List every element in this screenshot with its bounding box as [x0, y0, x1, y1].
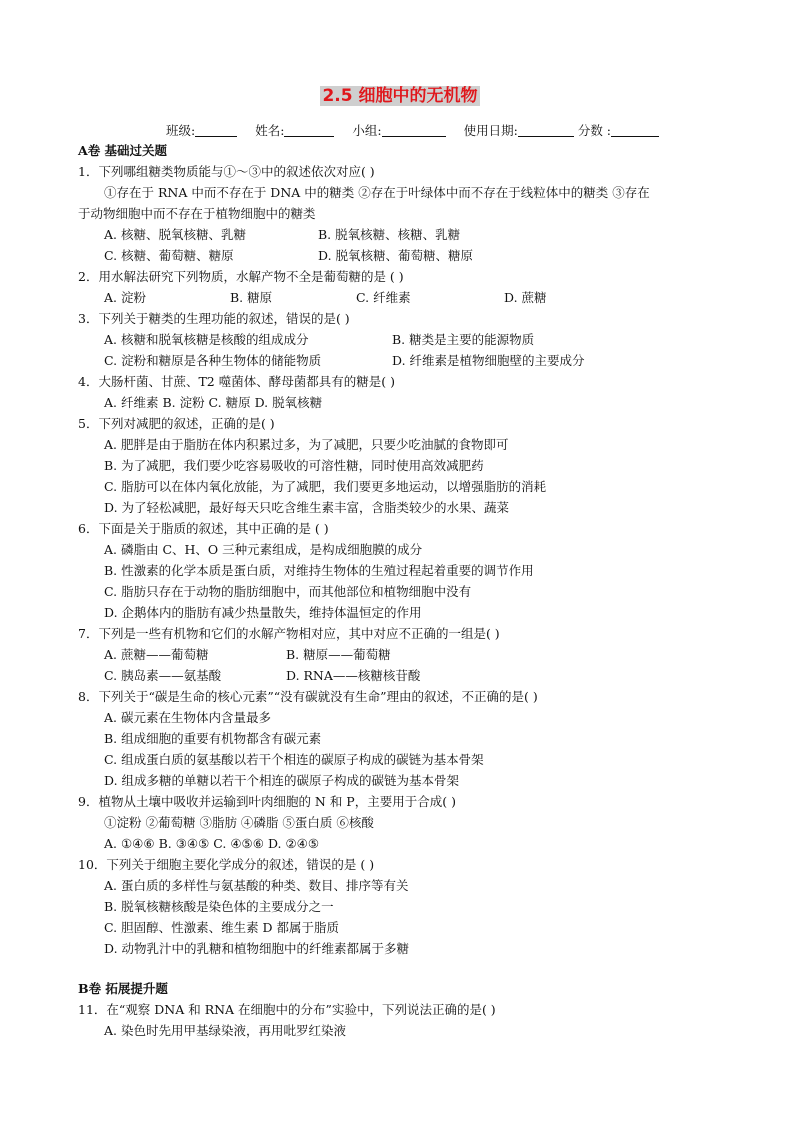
q5-option-c: C. 脂肪可以在体内氧化放能，为了减肥，我们要更多地运动，以增强脂肪的消耗	[104, 479, 547, 494]
q7-option-b: B. 糖原——葡萄糖	[286, 647, 391, 662]
q10-option-d: D. 动物乳汁中的乳糖和植物细胞中的纤维素都属于多糖	[104, 941, 410, 956]
q6-option-a: A. 磷脂由 C、H、O 三种元素组成，是构成细胞膜的成分	[104, 542, 423, 557]
q1-option-c: C. 核糖、葡萄糖、糖原	[104, 248, 234, 263]
q6-option-c: C. 脂肪只存在于动物的脂肪细胞中，而其他部位和植物细胞中没有	[104, 584, 472, 599]
section-b-heading: B卷 拓展提升题	[78, 981, 168, 996]
q2-option-a: A. 淀粉	[104, 290, 146, 305]
q2-stem: 2．用水解法研究下列物质，水解产物不全是葡萄糖的是 ( )	[78, 269, 404, 284]
q5-option-a: A. 肥胖是由于脂肪在体内积累过多，为了减肥，只要少吃油腻的食物即可	[104, 437, 509, 452]
q1-option-b: B. 脱氧核糖、核糖、乳糖	[318, 227, 461, 242]
name-blank[interactable]	[284, 122, 334, 137]
q6-option-b: B. 性激素的化学本质是蛋白质，对维持生物体的生殖过程起着重要的调节作用	[104, 563, 534, 578]
score-blank[interactable]	[611, 122, 659, 137]
q5-stem: 5．下列对减肥的叙述，正确的是( )	[78, 416, 275, 431]
class-blank[interactable]	[195, 122, 237, 137]
section-a-heading: A卷 基础过关题	[78, 143, 168, 158]
q9-options: A. ①④⑥ B. ③④⑤ C. ④⑤⑥ D. ②④⑤	[104, 836, 320, 851]
q7-stem: 7．下列是一些有机物和它们的水解产物相对应，其中对应不正确的一组是( )	[78, 626, 500, 641]
q6-stem: 6．下面是关于脂质的叙述，其中正确的是 ( )	[78, 521, 329, 536]
q8-option-a: A. 碳元素在生物体内含量最多	[104, 710, 271, 725]
q10-option-c: C. 胆固醇、性激素、维生素 D 都属于脂质	[104, 920, 340, 935]
score-field: 分数 :	[578, 122, 659, 140]
q2-option-c: C. 纤维素	[356, 290, 411, 305]
q1-description-1: ①存在于 RNA 中而不存在于 DNA 中的糖类 ②存在于叶绿体中而不存在于线粒体中的糖类 ③存在	[104, 185, 650, 200]
q11-stem: 11．在“观察 DNA 和 RNA 在细胞中的分布”实验中，下列说法正确的是( )	[78, 1002, 496, 1017]
student-info-row	[166, 122, 673, 140]
q9-stem: 9．植物从土壤中吸收并运输到叶肉细胞的 N 和 P，主要用于合成( )	[78, 794, 456, 809]
q10-stem: 10．下列关于细胞主要化学成分的叙述，错误的是 ( )	[78, 857, 375, 872]
q4-stem: 4．大肠杆菌、甘蔗、T2 噬菌体、酵母菌都具有的糖是( )	[78, 374, 395, 389]
page-title: 2.5 细胞中的无机物	[322, 86, 478, 106]
q8-stem: 8．下列关于“碳是生命的核心元素”“没有碳就没有生命”理由的叙述，不正确的是( )	[78, 689, 538, 704]
name-field: 姓名:	[255, 122, 334, 140]
q7-option-c: C. 胰岛素——氨基酸	[104, 668, 222, 683]
q10-option-a: A. 蛋白质的多样性与氨基酸的种类、数目、排序等有关	[104, 878, 409, 893]
date-field: 使用日期:	[464, 122, 574, 140]
q1-stem: 1．下列哪组糖类物质能与①～③中的叙述依次对应( )	[78, 164, 375, 179]
q1-description-2: 于动物细胞中而不存在于植物细胞中的糖类	[78, 206, 316, 221]
q3-option-c: C. 淀粉和糖原是各种生物体的储能物质	[104, 353, 322, 368]
q8-option-b: B. 组成细胞的重要有机物都含有碳元素	[104, 731, 322, 746]
group-field: 小组:	[352, 122, 445, 140]
q3-option-a: A. 核糖和脱氧核糖是核酸的组成成分	[104, 332, 309, 347]
q1-option-a: A. 核糖、脱氧核糖、乳糖	[104, 227, 246, 242]
class-field: 班级:	[166, 122, 237, 140]
q7-option-a: A. 蔗糖——葡萄糖	[104, 647, 209, 662]
q7-option-d: D. RNA——核糖核苷酸	[286, 668, 421, 683]
q10-option-b: B. 脱氧核糖核酸是染色体的主要成分之一	[104, 899, 334, 914]
q5-option-b: B. 为了减肥，我们要少吃容易吸收的可溶性糖，同时使用高效减肥药	[104, 458, 484, 473]
q8-option-d: D. 组成多糖的单糖以若干个相连的碳原子构成的碳链为基本骨架	[104, 773, 460, 788]
q8-option-c: C. 组成蛋白质的氨基酸以若干个相连的碳原子构成的碳链为基本骨架	[104, 752, 484, 767]
q4-options: A. 纤维素 B. 淀粉 C. 糖原 D. 脱氧核糖	[104, 395, 323, 410]
q2-option-d: D. 蔗糖	[504, 290, 547, 305]
group-blank[interactable]	[382, 122, 446, 137]
q3-stem: 3．下列关于糖类的生理功能的叙述，错误的是( )	[78, 311, 350, 326]
q3-option-d: D. 纤维素是植物细胞壁的主要成分	[392, 353, 585, 368]
q2-option-b: B. 糖原	[230, 290, 273, 305]
q5-option-d: D. 为了轻松减肥，最好每天只吃含维生素丰富，含脂类较少的水果、蔬菜	[104, 500, 510, 515]
q11-option-a: A. 染色时先用甲基绿染液，再用吡罗红染液	[104, 1023, 346, 1038]
q6-option-d: D. 企鹅体内的脂肪有减少热量散失，维持体温恒定的作用	[104, 605, 422, 620]
q1-option-d: D. 脱氧核糖、葡萄糖、糖原	[318, 248, 474, 263]
q9-items: ①淀粉 ②葡萄糖 ③脂肪 ④磷脂 ⑤蛋白质 ⑥核酸	[104, 815, 374, 830]
date-blank[interactable]	[518, 122, 574, 137]
q3-option-b: B. 糖类是主要的能源物质	[392, 332, 535, 347]
